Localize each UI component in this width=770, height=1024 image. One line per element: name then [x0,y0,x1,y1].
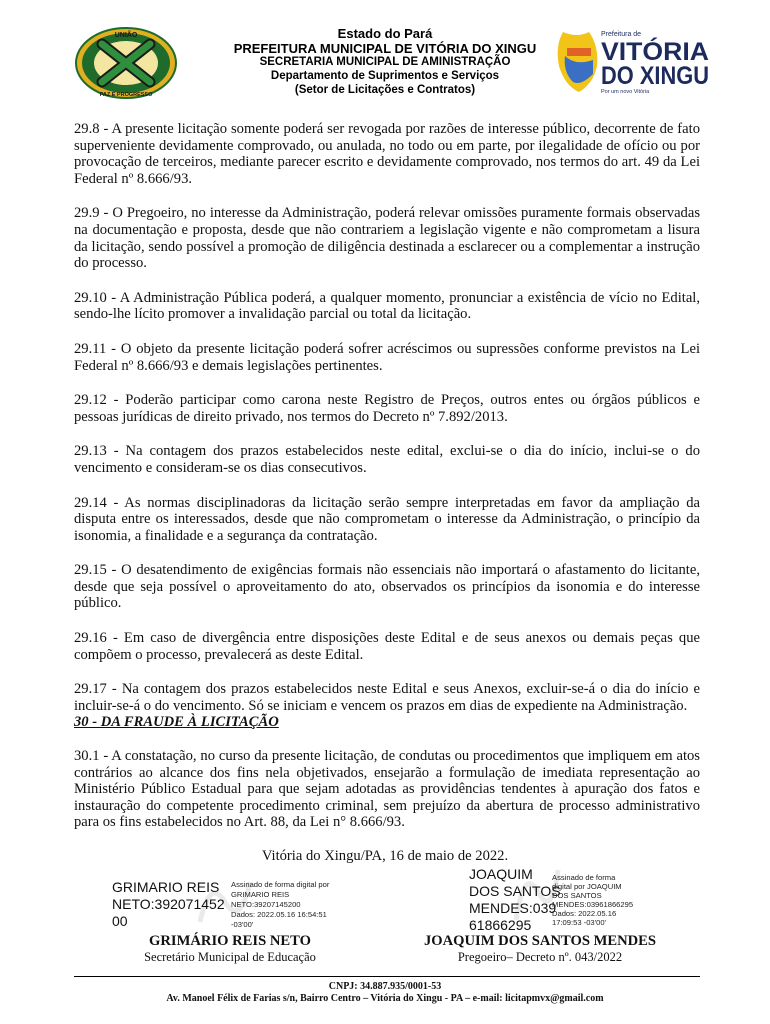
sig-left-small-3: NETO:39207145200 [231,900,301,909]
header-departamento: Departamento de Suprimentos e Serviços [270,70,500,82]
sig-left-small-1: Assinado de forma digital por [231,880,330,889]
sig-right-role: Pregoeiro– Decreto nº. 043/2022 [457,950,623,964]
sig-left-small-2: GRIMARIO REIS [231,890,290,899]
header-state: Estado do Pará [337,26,433,41]
sig-left-big-2: NETO:392071452 [112,896,225,912]
logo-top-text: UNIÃO [114,32,138,39]
clause-29-11: 29.11 - O objeto da presente licitação poderá sofrer acréscimos ou supressões conforme previstos na Lei Federal nº 8.666/93 e demais legislações pertinentes. [74,340,700,374]
sig-right-small-5: Dados: 2022.05.16 [552,909,617,918]
logo-tagline-text: Por um novo Vitória [601,89,650,95]
sig-right-small-2: digital por JOAQUIM [552,882,622,891]
clause-29-12: 29.12 - Poderão participar como carona neste Registro de Preços, outros entes ou órgãos públicos e pessoas jurídicas de direito privado, nos termos do Decreto nº 7.892/2013. [74,392,700,425]
sig-right-small-4: MENDES:03961866295 [552,900,634,909]
sig-left-role: Secretário Municipal de Educação [144,950,316,964]
sig-right-big-2: DOS SANTOS [469,883,561,899]
section-body [74,748,700,831]
sig-left-big-1: GRIMARIO REIS [112,879,220,895]
date-line: Vitória do Xingu/PA, 16 de maio de 2022. [261,848,509,864]
sig-left-small-4: Dados: 2022.05.16 16:54:51 [231,910,327,919]
sig-right-name: JOAQUIM DOS SANTOS MENDES [423,933,657,949]
header-secretaria: SECRETARIA MUNICIPAL DE AMINISTRAÇÃO [259,56,511,68]
sig-left-big-3: 00 [112,913,128,929]
logo-xingu-text: DO XINGU [601,62,709,90]
clause-29-16: 29.16 - Em caso de divergência entre disposições deste Edital e de seus anexos ou demais peças que compõem o processo, prevalecerá as deste Edital. [74,630,700,663]
logo-prefix-text: Prefeitura de [601,31,642,38]
logo-bottom-text: PAZ E PROGRESSO [99,92,153,98]
sig-right-big-3: MENDES:039 [469,900,557,916]
document-body [74,121,700,714]
footer-address: Av. Manoel Félix de Farias s/n, Bairro Centro – Vitória do Xingu - PA – e-mail: licitapmvx@gmail.com [166,993,604,1004]
sig-left-small-5: -03'00' [231,920,254,929]
sig-left-name: GRIMÁRIO REIS NETO [149,933,311,949]
clause-29-8: 29.8 - A presente licitação somente poderá ser revogada por razões de interesse público, decorrente de fato superveniente devidamente comprovado, ou anulada, no todo ou em parte, por ilegalidade de ofício ou por provocação de terceiros, mediante parecer escrito e devidamente comprovado, nos termos do art. 49 da Lei Federal nº 8.666/93. [74,121,700,187]
clause-29-9: 29.9 - O Pregoeiro, no interesse da Administração, poderá relevar omissões puramente formais observadas na documentação e proposta, desde que não contrariem a legislação vigente e não comprometam a lisura da licitação, sendo possível a promoção de diligência destinada a esclarecer ou a complementar a instrução do processo. [74,205,700,272]
clause-29-13: 29.13 - Na contagem dos prazos estabelecidos neste edital, exclui-se o dia do início, inclui-se o do vencimento e consideram-se os dias consecutivos. [74,443,700,476]
footer-divider [74,976,700,977]
clause-29-17: 29.17 - Na contagem dos prazos estabelecidos neste Edital e seus Anexos, excluir-se-á o dia do início e incluir-se-á o do vencimento. Só se iniciam e vencem os prazos em dias de expediente na Administração. [74,681,700,714]
clause-29-10: 29.10 - A Administração Pública poderá, a qualquer momento, pronunciar a existência de vício no Edital, sendo-lhe lícito promover a invalidação parcial ou total da licitação. [74,289,700,323]
sig-right-big-1: JOAQUIM [469,866,533,882]
header-setor: (Setor de Licitações e Contratos) [294,84,476,96]
logo-vitoria-text: VITÓRIA [601,38,703,66]
sig-right-small-6: 17:09:53 -03'00' [552,918,606,927]
vitoria-do-xingu-logo [553,26,711,96]
clause-29-15: 29.15 - O desatendimento de exigências formais não essenciais não importará o afastamento do licitante, desde que seja possível o aproveitamento do ato, observados os princípios da isonomia e do interesse público. [74,562,700,612]
footer-cnpj: CNPJ: 34.887.935/0001-53 [328,981,442,992]
clause-29-14: 29.14 - As normas disciplinadoras da licitação serão sempre interpretadas em favor da ampliação da disputa entre os interessados, desde que não comprometam o interesse da Administração, o princípio da isonomia, a finalidade e a segurança da contratação. [74,494,700,544]
sig-right-small-1: Assinado de forma [552,873,616,882]
section-title-fraude: 30 - DA FRAUDE À LICITAÇÃO [74,714,279,730]
clause-30-1: 30.1 - A constatação, no curso da presente licitação, de condutas ou procedimentos que impliquem em atos contrários ao alcance dos fins nela objetivados, ensejarão a formulação de imediata representação ao Ministério Público Estadual para que sejam adotadas as providências tendentes à apuração dos fatos e instauração do competente procedimento criminal, sem prejuízo da abertura de processo administrativo para os fins estabelecidos no Art. 88, da Lei n° 8.666/93. [74,748,700,831]
header-prefeitura: PREFEITURA MUNICIPAL DE VITÓRIA DO XINGU [233,41,537,56]
sig-right-big-4: 61866295 [469,917,532,933]
sig-right-small-3: DOS SANTOS [552,891,602,900]
